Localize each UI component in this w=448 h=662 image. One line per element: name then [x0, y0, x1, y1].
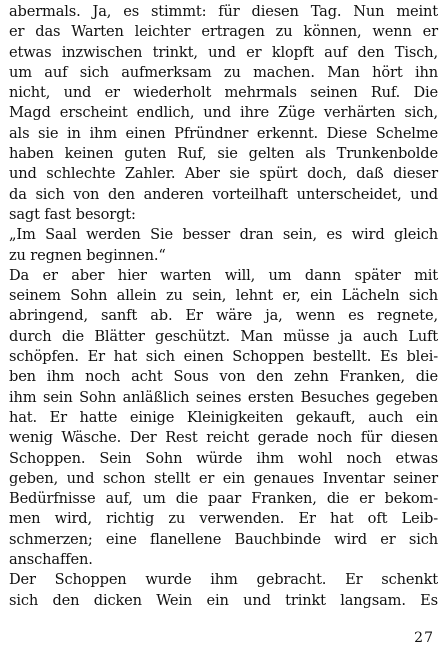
text-line: er das Warten leichter ertragen zu können, wenn er: [9, 23, 438, 41]
paragraph-4: [9, 570, 438, 611]
text-line: schmerzen; eine flanellene Bauchbinde wird er sich: [9, 530, 438, 548]
text-line: und schlechte Zahler. Aber sie spürt doch, daß dieser: [9, 165, 438, 183]
text-line: da sich von den anderen vorteilhaft unterscheidet, und: [9, 185, 438, 203]
text-line: abringend, sanft ab. Er wäre ja, wenn es regnete,: [9, 307, 438, 325]
text-line: etwas inzwischen trinkt, und er klopft auf den Tisch,: [9, 43, 438, 61]
text-line: geben, und schon stellt er ein genaues Inventar seiner: [9, 469, 438, 487]
paragraph-1: [9, 2, 438, 225]
text-line: seinem Sohn allein zu sein, lehnt er, ein Lächeln sich: [9, 287, 438, 305]
text-line: hat. Er hatte einige Kleinigkeiten gekauft, auch ein: [9, 408, 438, 426]
text-line: Schoppen. Sein Sohn würde ihm wohl noch etwas: [9, 449, 438, 467]
text-line: sagt fast besorgt:: [9, 205, 136, 223]
text-line: men wird, richtig zu verwenden. Er hat oft Leib-: [9, 510, 438, 528]
paragraph-2: [9, 225, 438, 266]
text-line: durch die Blätter geschützt. Man müsse ja auch Luft: [9, 327, 438, 345]
text-line: ben ihm noch acht Sous von den zehn Franken, die: [9, 368, 438, 386]
text-line: sich den dicken Wein ein und trinkt langsam. Es: [9, 591, 438, 609]
paragraph-3: [9, 266, 438, 570]
text-line: Der Schoppen wurde ihm gebracht. Er schenkt: [9, 571, 438, 589]
body-text: [9, 2, 438, 611]
text-line: Da er aber hier warten will, um dann später mit: [9, 266, 438, 284]
text-line: „Im Saal werden Sie besser dran sein, es wird gleich: [9, 226, 438, 244]
text-line: um auf sich aufmerksam zu machen. Man hört ihn: [9, 63, 438, 81]
text-line: als sie in ihm einen Pfründner erkennt. Diese Schelme: [9, 124, 438, 142]
text-line: nicht, und er wiederholt mehrmals seinen Ruf. Die: [9, 84, 438, 102]
text-line: wenig Wäsche. Der Rest reicht gerade noch für diesen: [9, 429, 438, 447]
text-line: Bedürfnisse auf, um die paar Franken, die er bekom-: [9, 490, 438, 508]
text-line: anschaffen.: [9, 551, 93, 569]
text-line: abermals. Ja, es stimmt: für diesen Tag. Nun meint: [9, 3, 438, 20]
page-number: 27: [414, 630, 434, 646]
text-line: haben keinen guten Ruf, sie gelten als Trunkenbolde: [9, 145, 438, 163]
text-line: ihm sein Sohn anläßlich seines ersten Besuches gegeben: [9, 388, 438, 406]
text-line: Magd erscheint endlich, und ihre Züge verhärten sich,: [9, 104, 438, 122]
text-line: schöpfen. Er hat sich einen Schoppen bestellt. Es blei-: [9, 348, 438, 366]
text-line: zu regnen beginnen.“: [9, 246, 166, 264]
